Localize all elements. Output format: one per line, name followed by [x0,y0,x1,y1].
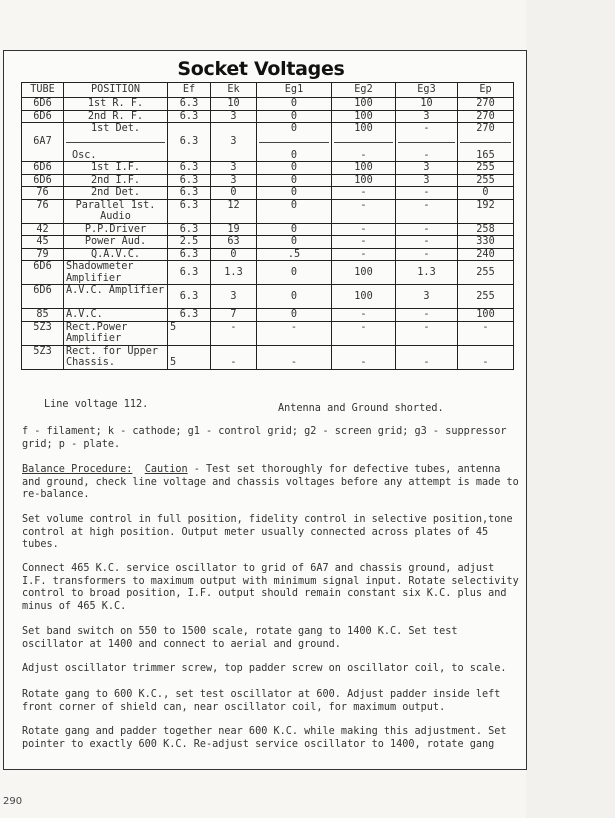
cell-eg3: 3 [396,162,458,175]
cell-eg3: - [396,345,458,369]
cell-position: 2nd Det. [64,187,168,200]
cell-ep [458,123,514,162]
cell-eg2 [332,123,396,162]
cell-eg1-top: 0 [290,123,298,134]
cell-tube: 79 [22,248,64,261]
paragraph-band-switch: Set band switch on 550 to 1500 scale, rotate gang to 1400 K.C. Set test oscillator at 1400 and connect to aerial and ground. [22,626,458,650]
cell-eg3: 10 [396,98,458,111]
cell-eg2: 100 [332,98,396,111]
cell-position-bottom: Osc. [66,142,165,162]
cell-eg2: 100 [332,162,396,175]
cell-ep: 255 [458,285,514,309]
cell-eg3 [396,123,458,162]
paragraph-volume-control: Set volume control in full position, fidelity control in selective position,tone control at high position. Output meter usually connected across plates of 45 tubes. [22,514,513,550]
cell-tube: 42 [22,223,64,236]
cell-ef: 5 [168,345,211,369]
cell-ef: 6.3 [168,162,211,175]
cell-position: A.V.C. [64,309,168,322]
cell-tube: 6D6 [22,98,64,111]
cell-ek: 1.3 [211,261,257,285]
cell-tube: 6D6 [22,174,64,187]
cell-ep-bottom: 165 [460,142,511,162]
cell-tube: 76 [22,187,64,200]
table-row [22,199,514,223]
cell-ek: 3 [211,162,257,175]
cell-position: Shadowmeter Amplifier [64,261,168,285]
table-row [22,162,514,175]
cell-position-top: 1st Det. [90,123,141,134]
cell-ep: - [458,321,514,345]
cell-tube: 45 [22,236,64,249]
cell-tube: 85 [22,309,64,322]
table-row [22,285,514,309]
cell-eg2-top: 100 [354,123,373,134]
cell-eg3: - [396,187,458,200]
cell-eg1: 0 [257,162,332,175]
cell-ep: 270 [458,98,514,111]
cell-ek: 10 [211,98,257,111]
cell-eg3: - [396,309,458,322]
cell-ef: 6.3 [168,248,211,261]
cell-eg2-bottom: - [334,142,393,162]
cell-ek: 3 [211,123,257,162]
header-ek: Ek [211,83,257,98]
cell-ef: 6.3 [168,285,211,309]
table-row [22,309,514,322]
cell-ef: 6.3 [168,199,211,223]
paragraph-service-oscillator: Connect 465 K.C. service oscillator to grid of 6A7 and chassis ground, adjust I.F. transformers to maximum output with minimum signal input. Rotate selectivity control to broad position, I.F. output should remain constant six K.C. plus and minus of 465 K.C. [22,563,519,612]
cell-eg1: - [257,345,332,369]
cell-tube: 76 [22,199,64,223]
cell-ep: 192 [458,199,514,223]
table-row [22,110,514,123]
cell-eg1: 0 [257,261,332,285]
cell-ep: - [458,345,514,369]
cell-ek: - [211,345,257,369]
cell-eg2: - [332,223,396,236]
cell-eg1: 0 [257,110,332,123]
cell-ek: 63 [211,236,257,249]
cell-position: P.P.Driver [64,223,168,236]
cell-eg1 [257,123,332,162]
cell-ep: 270 [458,110,514,123]
cell-ef: 6.3 [168,174,211,187]
paragraph-gang-padder: Rotate gang and padder together near 600 K.C. while making this adjustment. Set pointer to exactly 600 K.C. Re-adjust service oscillator to 1400, rotate gang [22,726,507,750]
cell-ef: 5 [168,321,211,345]
caution-label: Caution [144,464,188,475]
header-position: POSITION [64,83,168,98]
table-row [22,261,514,285]
header-eg3: Eg3 [396,83,458,98]
table-row [22,174,514,187]
cell-ep: 0 [458,187,514,200]
cell-ek: - [211,321,257,345]
cell-eg3: - [396,223,458,236]
cell-ep: 255 [458,174,514,187]
page-edge [526,0,615,818]
cell-eg1: 0 [257,236,332,249]
cell-eg2: - [332,345,396,369]
cell-ef: 6.3 [168,110,211,123]
cell-eg3: - [396,248,458,261]
cell-ek: 3 [211,174,257,187]
balance-procedure-label: Balance Procedure: [22,464,133,475]
cell-eg3: - [396,321,458,345]
cell-eg1: - [257,321,332,345]
cell-ep: 258 [458,223,514,236]
header-eg2: Eg2 [332,83,396,98]
balance-procedure-text: - Test set thoroughly for defective tubes, antenna and ground, check line voltage and chassis voltages before any attempt is made to re-balance. [22,464,519,500]
cell-position: A.V.C. Amplifier [64,285,168,309]
cell-ef: 6.3 [168,187,211,200]
cell-tube: 6D6 [22,285,64,309]
cell-eg2: 100 [332,285,396,309]
balance-procedure [22,464,522,502]
cell-tube: 6A7 [22,123,64,162]
cell-eg2: - [332,236,396,249]
table-row [22,98,514,111]
cell-ef: 6.3 [168,123,211,162]
table-row [22,321,514,345]
cell-ep: 100 [458,309,514,322]
cell-ef: 6.3 [168,309,211,322]
table-row [22,123,514,162]
line-voltage-note: Line voltage 112. [44,399,149,410]
cell-eg2: 100 [332,110,396,123]
cell-tube: 6D6 [22,261,64,285]
table-row [22,187,514,200]
cell-eg2: - [332,199,396,223]
cell-eg1-bottom: 0 [259,142,329,162]
cell-eg1: .5 [257,248,332,261]
cell-ep: 240 [458,248,514,261]
cell-eg1: 0 [257,174,332,187]
cell-ek: 3 [211,110,257,123]
cell-eg1: 0 [257,199,332,223]
table-row [22,345,514,369]
cell-ef: 6.3 [168,223,211,236]
cell-position: Parallel 1st. Audio [64,199,168,223]
cell-ek: 3 [211,285,257,309]
cell-eg1: 0 [257,98,332,111]
cell-ef: 2.5 [168,236,211,249]
cell-eg3: 3 [396,285,458,309]
cell-eg3: - [396,236,458,249]
table-row [22,223,514,236]
cell-eg2: - [332,187,396,200]
cell-eg2: - [332,248,396,261]
cell-position: 1st I.F. [64,162,168,175]
cell-position: Q.A.V.C. [64,248,168,261]
table-header-row [22,83,514,98]
antenna-ground-note: Antenna and Ground shorted. [278,403,444,414]
cell-eg2: - [332,309,396,322]
cell-ek: 0 [211,248,257,261]
header-tube: TUBE [22,83,64,98]
cell-ep: 330 [458,236,514,249]
cell-eg3: 1.3 [396,261,458,285]
table-row [22,236,514,249]
cell-eg3: 3 [396,110,458,123]
paragraph-padder: Rotate gang to 600 K.C., set test oscillator at 600. Adjust padder inside left front corner of shield can, near oscillator coil, for maximum output. [22,689,501,713]
cell-ep: 255 [458,261,514,285]
cell-tube: 6D6 [22,162,64,175]
page-title: Socket Voltages [177,58,345,80]
cell-tube: 6D6 [22,110,64,123]
cell-eg2: 100 [332,174,396,187]
cell-eg1: 0 [257,187,332,200]
cell-eg3-top: - [423,123,430,134]
cell-position: 2nd R. F. [64,110,168,123]
cell-ef: 6.3 [168,98,211,111]
cell-ek: 12 [211,199,257,223]
paragraph-trimmer: Adjust oscillator trimmer screw, top padder screw on oscillator coil, to scale. [22,663,507,674]
cell-ek: 19 [211,223,257,236]
table-row [22,248,514,261]
cell-tube: 5Z3 [22,321,64,345]
page-number: 290 [3,796,23,807]
cell-ek: 7 [211,309,257,322]
socket-voltages-table [21,82,514,370]
cell-position: Rect.Power Amplifier [64,321,168,345]
header-eg1: Eg1 [257,83,332,98]
cell-eg2: - [332,321,396,345]
cell-ep: 255 [458,162,514,175]
cell-eg3: - [396,199,458,223]
cell-ef: 6.3 [168,261,211,285]
cell-eg2: 100 [332,261,396,285]
header-ep: Ep [458,83,514,98]
cell-eg1: 0 [257,309,332,322]
cell-ep-top: 270 [476,123,495,134]
header-ef: Ef [168,83,211,98]
cell-eg3: 3 [396,174,458,187]
cell-eg3-bottom: - [398,142,455,162]
cell-ek: 0 [211,187,257,200]
cell-position: Power Aud. [64,236,168,249]
cell-tube: 5Z3 [22,345,64,369]
cell-position: 2nd I.F. [64,174,168,187]
cell-eg1: 0 [257,285,332,309]
cell-position [64,123,168,162]
cell-position: 1st R. F. [64,98,168,111]
cell-eg1: 0 [257,223,332,236]
legend-text: f - filament; k - cathode; g1 - control grid; g2 - screen grid; g3 - suppressor grid; p - plate. [22,426,507,450]
cell-position: Rect. for Upper Chassis. [64,345,168,369]
